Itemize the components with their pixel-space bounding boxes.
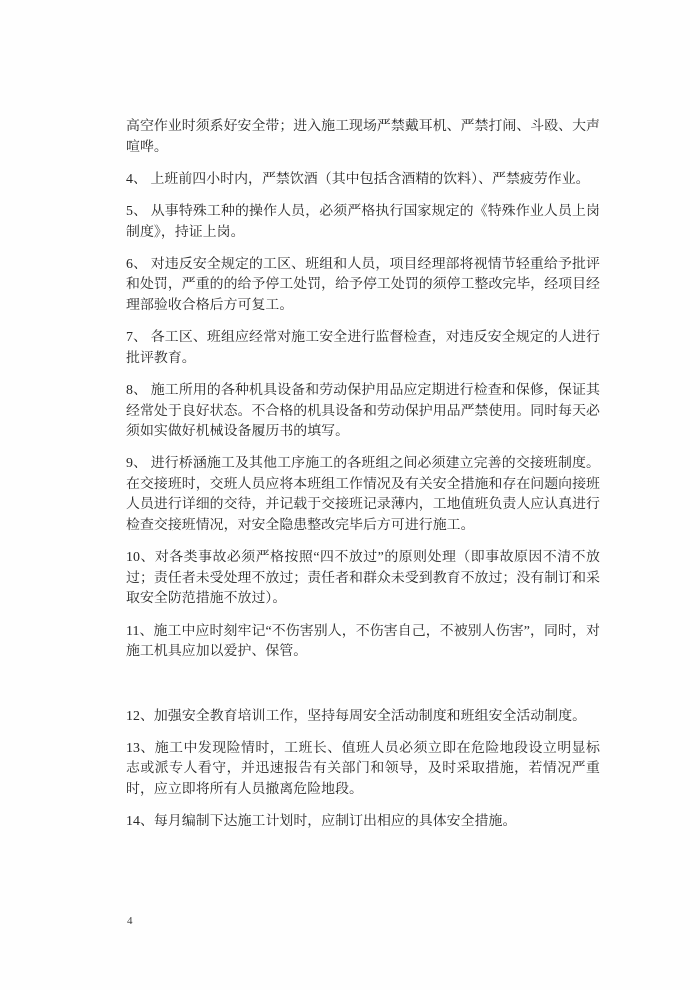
page-number: 4	[127, 915, 133, 927]
paragraph: 4、 上班前四小时内，严禁饮酒（其中包括含酒精的饮料）、严禁疲劳作业。	[126, 171, 590, 187]
paragraph: 13、施工中发现险情时，工班长、值班人员必须立即在危险地段设立明显标志或派专人看守，并迅速报告有关部门和领导，及时采取措施，若情况严重时，应立即将所有人员撤离危险地段。	[126, 740, 600, 797]
page-footer	[127, 911, 133, 929]
paragraph: 9、 进行桥涵施工及其他工序施工的各班组之间必须建立完善的交接班制度。在交接班时，交班人员应将本班组工作情况及有关安全措施和存在问题向接班人员进行详细的交待，并记载于交接班记录薄内，工地值班负责人应认真进行检查交接班情况，对安全隐患整改完毕后方可进行施工。	[126, 456, 600, 534]
paragraph: 7、 各工区、班组应经常对施工安全进行监督检查，对违反安全规定的人进行批评教育。	[126, 330, 600, 366]
paragraph: 12、加强安全教育培训工作，坚持每周安全活动制度和班组安全活动制度。	[126, 708, 587, 724]
paragraph: 11、施工中应时刻牢记“不伤害别人，不伤害自己，不被别人伤害”，同时，对施工机具应加以爱护、保管。	[126, 623, 600, 660]
paragraph: 8、 施工所用的各种机具设备和劳动保护用品应定期进行检查和保修，保证其经常处于良好状态。不合格的机具设备和劳动保护用品严禁使用。同时每天必须如实做好机械设备履历书的填写。	[126, 382, 600, 440]
paragraph: 高空作业时须系好安全带；进入施工现场严禁戴耳机、严禁打闹、斗殴、大声喧哗。	[126, 119, 600, 155]
document-body	[126, 117, 600, 844]
paragraph: 5、 从事特殊工种的操作人员，必须严格执行国家规定的《特殊作业人员上岗制度》，持证上岗。	[126, 203, 600, 240]
paragraph: 10、对各类事故必须严格按照“四不放过”的原则处理（即事故原因不清不放过；责任者未受处理不放过；责任者和群众未受到教育不放过；没有制订和采取安全防范措施不放过）。	[126, 550, 600, 607]
blank-line	[126, 674, 600, 695]
paragraph: 14、每月编制下达施工计划时，应制订出相应的具体安全措施。	[126, 814, 517, 830]
paragraph: 6、 对违反安全规定的工区、班组和人员，项目经理部将视情节轻重给予批评和处罚，严重的的给予停工处罚，给予停工处罚的须停工整改完毕，经项目经理部验收合格后方可复工。	[126, 256, 600, 313]
